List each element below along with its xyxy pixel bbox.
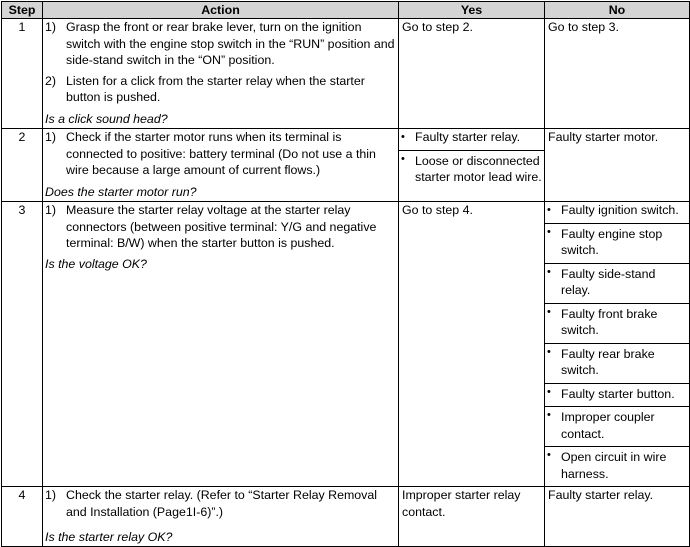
no-cell: [545, 202, 690, 487]
yes-item-text: Loose or disconnected starter motor lead wire.: [415, 153, 542, 184]
header-action: Action: [43, 2, 399, 19]
table-row: [2, 129, 690, 202]
no-item-text: Faulty engine stop switch.: [561, 226, 663, 257]
no-text: Faulty starter relay.: [548, 488, 654, 502]
action-list: [43, 202, 398, 252]
action-text: Listen for a click from the starter relay when the starter button is pushed.: [66, 73, 365, 104]
no-item-text: Faulty starter button.: [561, 386, 675, 401]
no-item: [545, 446, 689, 482]
action-item: [43, 202, 398, 252]
no-item-text: Faulty ignition switch.: [561, 203, 679, 217]
step-number: 2: [2, 129, 43, 202]
bullet-icon: •: [547, 345, 551, 358]
no-item: [545, 343, 689, 379]
bullet-icon: •: [401, 152, 405, 165]
action-list: [43, 487, 398, 520]
bullet-icon: •: [547, 265, 551, 278]
action-number: 1): [45, 203, 57, 217]
question-text: Is the starter relay OK?: [45, 529, 173, 544]
no-item: [545, 406, 689, 442]
yes-cell: [399, 129, 545, 202]
action-item: [43, 19, 398, 69]
yes-text: Improper starter relay contact.: [402, 488, 521, 519]
table-row: [2, 19, 690, 129]
no-text: Go to step 3.: [548, 20, 619, 34]
no-item: [545, 263, 689, 299]
no-cell: [545, 19, 690, 129]
action-number: 1): [45, 488, 57, 502]
yes-text: Go to step 2.: [402, 20, 473, 34]
action-cell: [43, 202, 399, 487]
no-cell: [545, 487, 690, 547]
action-item: [43, 129, 398, 179]
no-cell: [545, 129, 690, 202]
yes-item: [399, 150, 544, 186]
yes-item-text: Faulty starter relay.: [415, 130, 521, 144]
bullet-icon: •: [401, 131, 405, 143]
no-item-text: Open circuit in wire harness.: [561, 450, 667, 481]
action-number: 2): [45, 73, 57, 88]
no-item-text: Faulty rear brake switch.: [561, 346, 655, 377]
no-item-text: Faulty front brake switch.: [561, 306, 658, 337]
bullet-icon: •: [547, 385, 551, 398]
yes-item: [399, 129, 544, 146]
no-item: [545, 303, 689, 339]
diagnosis-table: [1, 1, 690, 547]
no-item: [545, 202, 689, 219]
action-cell: [43, 487, 399, 547]
header-step: Step: [2, 2, 43, 19]
action-number: 1): [45, 130, 57, 144]
action-text: Check the starter relay. (Refer to “Starter Relay Removal and Installation (Page1I-6)”.): [66, 488, 378, 519]
no-item: [545, 383, 689, 403]
action-text: Check if the starter motor runs when its terminal is connected to positive: battery terminal (Do not use a thin wire because a large amount of current flows.): [66, 130, 376, 177]
step-number: 1: [2, 19, 43, 129]
table-row: [2, 487, 690, 547]
question-text: Does the starter motor run?: [45, 184, 197, 199]
action-text: Grasp the front or rear brake lever, turn on the ignition switch with the engine stop switch in the “RUN” position and side-stand switch in the “ON” position.: [66, 20, 395, 67]
bullet-icon: •: [547, 204, 551, 216]
no-list: [545, 202, 689, 482]
yes-cell: [399, 202, 545, 487]
header-yes: Yes: [399, 2, 545, 19]
bullet-icon: •: [547, 409, 551, 421]
question-text: Is a click sound head?: [45, 111, 168, 126]
bullet-icon: •: [547, 225, 551, 238]
header-row: [2, 2, 690, 19]
no-item: [545, 223, 689, 259]
action-list: [43, 129, 398, 179]
yes-cell: [399, 487, 545, 547]
no-item-text: Improper coupler contact.: [561, 410, 655, 441]
yes-text: Go to step 4.: [402, 203, 473, 217]
no-item-text: Faulty side-stand relay.: [561, 266, 656, 297]
action-cell: [43, 19, 399, 129]
action-item: [43, 73, 398, 106]
bullet-icon: •: [547, 449, 551, 461]
bullet-icon: •: [547, 305, 551, 318]
action-text: Measure the starter relay voltage at the starter relay connectors (between positive terminal: Y/G and negative terminal: B/W) when the starter button is pushed.: [66, 203, 377, 250]
header-no: No: [545, 2, 690, 19]
action-cell: [43, 129, 399, 202]
action-list: [43, 19, 398, 106]
yes-list: [399, 129, 544, 186]
table-row: [2, 202, 690, 487]
yes-cell: [399, 19, 545, 129]
question-text: Is the voltage OK?: [45, 256, 147, 271]
action-number: 1): [45, 20, 57, 34]
no-text: Faulty starter motor.: [548, 130, 659, 144]
action-item: [43, 487, 398, 520]
step-number: 3: [2, 202, 43, 487]
step-number: 4: [2, 487, 43, 547]
